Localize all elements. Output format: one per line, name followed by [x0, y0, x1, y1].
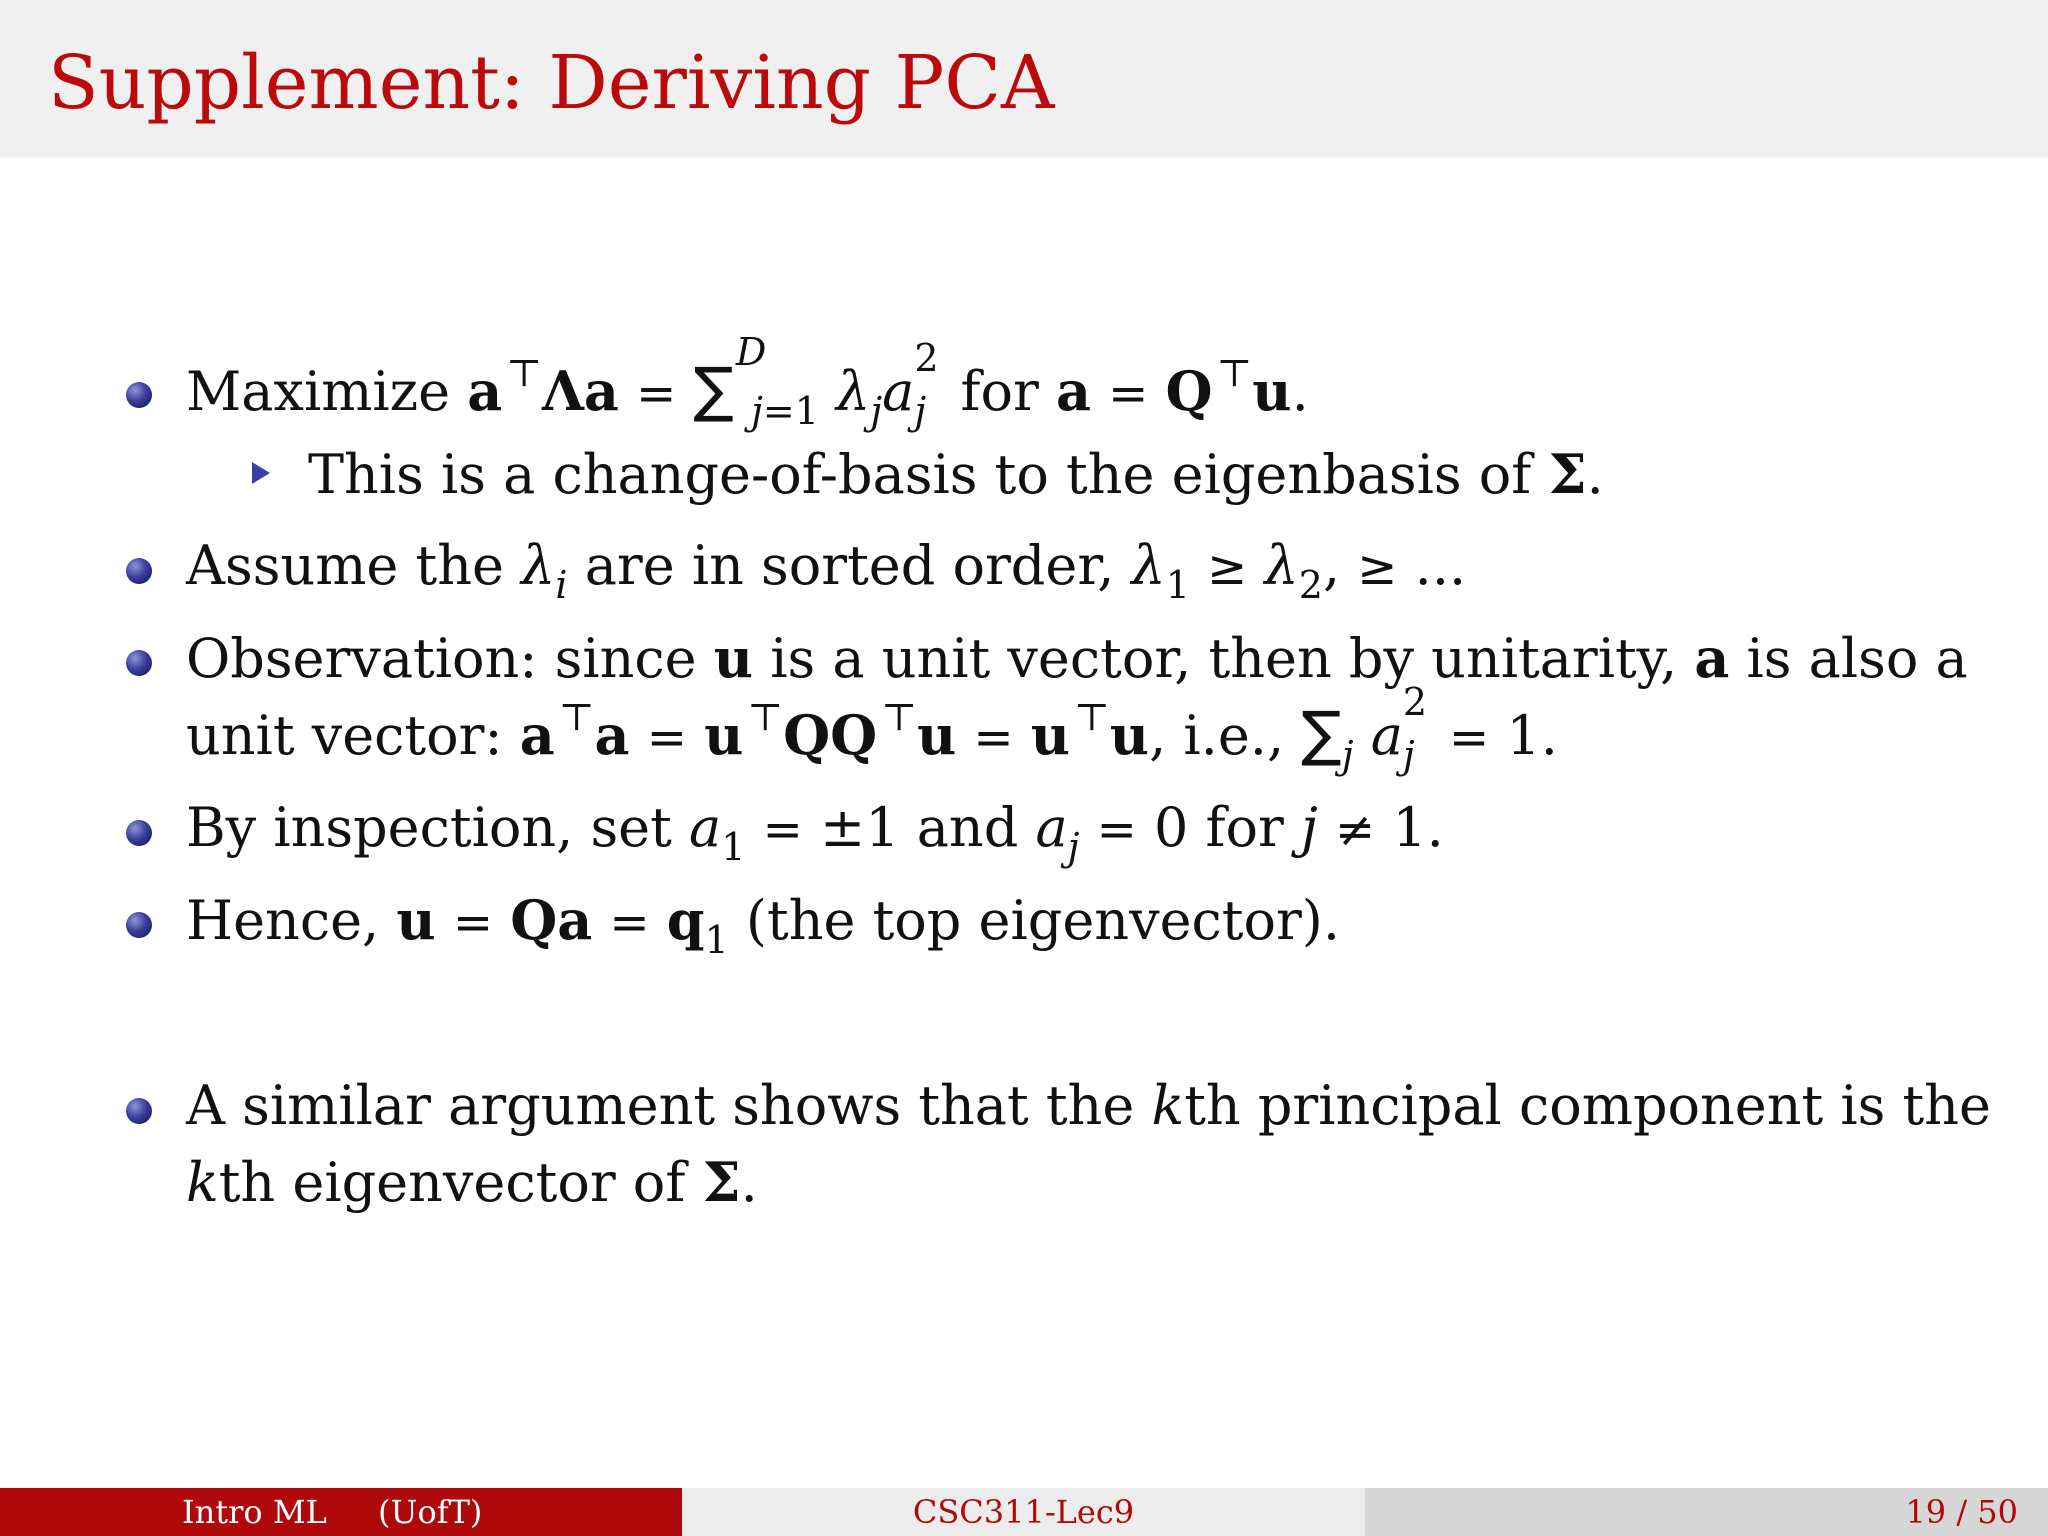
bullet-text: Hence,: [186, 889, 380, 952]
footer-page-section: [1365, 1488, 2048, 1536]
bullet-text: and: [916, 796, 1019, 859]
bullet-text: are in sorted order,: [584, 534, 1115, 597]
bullet-observation: Observation: since u is a unit vector, then by unitarity, a is also a: [186, 626, 1968, 690]
bullet-text: Maximize: [186, 360, 451, 423]
bullet-text: is a unit vector, then by unitarity,: [770, 627, 1678, 690]
footer-author-section: [0, 1488, 682, 1536]
footer-course: CSC311-Lec9: [682, 1488, 1365, 1536]
bullet-text: unit vector:: [186, 704, 503, 767]
bullet-maximize: Maximize a ⊤Λa = ∑ D $_{j=1}$ $\lambda_ja$ 2 $_j$ for a = Q ⊤u.: [186, 330, 1309, 433]
bullet-similar-argument: A similar argument shows that the kth principal component is the: [186, 1074, 1991, 1137]
bullet-text: th principal component is the: [1184, 1074, 1991, 1137]
footer-institution: (UofT): [378, 1493, 483, 1531]
bullet-icon: [126, 1098, 152, 1124]
bullet-text: This is a change-of-basis to the eigenbasis of: [308, 443, 1532, 506]
bullet-icon: [126, 558, 152, 584]
bullet-similar-argument-cont: kth eigenvector of Σ.: [186, 1150, 758, 1214]
bullet-text: Observation: since: [186, 627, 697, 690]
triangle-bullet-icon: [252, 462, 270, 484]
bullet-text: th eigenvector of: [218, 1151, 686, 1214]
bullet-text: (the top eigenvector).: [745, 889, 1341, 952]
sub-bullet-change-of-basis: This is a change-of-basis to the eigenbasis of Σ.: [308, 442, 1604, 506]
bullet-icon: [126, 650, 152, 676]
bullet-inspection: By inspection, set $a_1 = \pm 1$ and $a_j = 0$ for j ≠ 1.: [186, 796, 1444, 869]
bullet-text: By inspection, set: [186, 796, 672, 859]
bullet-text: is also a: [1746, 627, 1968, 690]
bullet-icon: [126, 912, 152, 938]
slide-title: Supplement: Deriving PCA: [48, 40, 1055, 126]
bullet-icon: [126, 820, 152, 846]
bullet-observation-cont: unit vector: a ⊤a = u ⊤QQ ⊤u = u ⊤u, i.e., $\sum_j$ a 2 $_j$ = 1.: [186, 680, 1558, 777]
bullet-text: for: [1205, 796, 1284, 859]
bullet-text: for: [960, 360, 1039, 423]
footer: [0, 1488, 2048, 1536]
footer-author: Intro ML: [182, 1493, 327, 1531]
bullet-text: Assume the: [186, 534, 504, 597]
bullet-text: , i.e.,: [1149, 704, 1285, 767]
footer-page-number: 19 / 50: [1905, 1493, 2018, 1531]
bullet-icon: [126, 382, 152, 408]
bullet-text: A similar argument shows that the: [186, 1074, 1135, 1137]
bullet-hence: Hence, $u = Qa = q_1$ (the top eigenvector).: [186, 888, 1341, 962]
bullet-sorted-order: Assume the $\lambda_i$ are in sorted order, $\lambda_1 \ge \lambda_2$, ≥ ...: [186, 534, 1467, 607]
